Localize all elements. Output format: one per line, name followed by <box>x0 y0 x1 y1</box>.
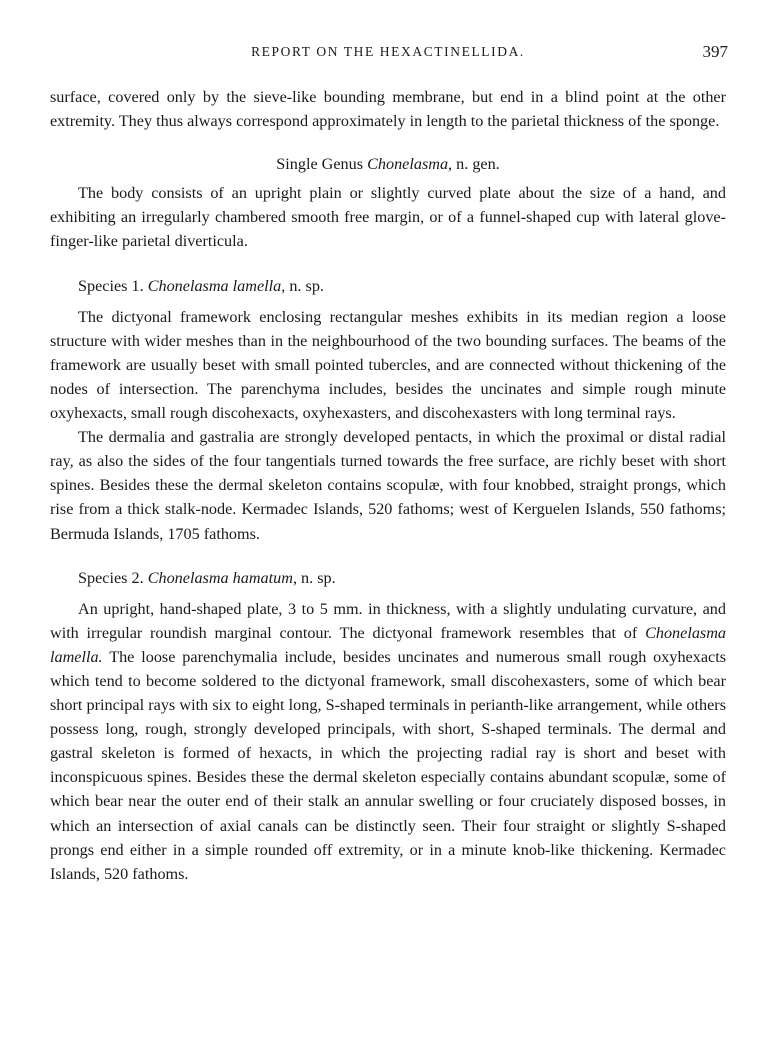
genus-heading <box>50 152 726 176</box>
species-2-prefix: Species 2. <box>78 568 148 587</box>
species-1-suffix: , n. sp. <box>281 276 324 295</box>
species-1-heading <box>50 274 726 298</box>
species-2-heading <box>50 566 726 590</box>
species-1-name: Chonelasma lamella <box>147 276 282 295</box>
species-1-paragraph-2: The dermalia and gastralia are strongly developed pentacts, in which the proximal or distal radial ray, as also the sides of the four tangentials turned towards the free surface, are richly beset with short spines. Besides these the dermal skeleton contains scopulæ, with four knobbed, straight prongs, which rise from a thick stalk-node. Kermadec Islands, 520 fathoms; west of Kerguelen Islands, 550 fathoms; Bermuda Islands, 1705 fathoms. <box>50 428 726 543</box>
species-1-paragraph-1: The dictyonal framework enclosing rectangular meshes exhibits in its median region a loose structure with wider meshes than in the neighbourhood of the two bounding surfaces. The beams of the framework are usually beset with small pointed tubercles, and are connected without thickening of the nodes of intersection. The parenchyma includes, besides the uncinates and simple rough minute oxyhexacts, small rough discohexacts, oxyhexasters, and discohexasters with long terminal rays. <box>50 307 726 423</box>
genus-heading-prefix: Single Genus <box>276 155 368 174</box>
genus-name: Chonelasma <box>367 155 449 174</box>
species-2-paragraph-rest: The loose parenchymalia include, besides uncinates and numerous small rough oxyhexacts which tend to become soldered to the dictyonal framework, small discohexasters, some of which bear short principal rays with six to eight long, S-shaped terminals in perianth-like arrangement, while others possess long, rough, strongly developed principals, with short, S-shaped terminals. The dermal and gastral skeleton is formed of hexacts, in which the projecting radial ray is short and beset with inconspicuous spines. Besides these the dermal skeleton especially contains abundant scopulæ, some of which bear near the outer end of their stalk an annular swelling or four cruciately disposed bosses, in which an intersection of axial canals can be distinctly seen. Their four straight or slightly S-shaped prongs end either in a simple rounded off extremity, or in a minute knob-like thickening. Kermadec Islands, 520 fathoms. <box>50 647 726 883</box>
running-title: REPORT ON THE HEXACTINELLIDA. <box>251 44 525 59</box>
species-1-prefix: Species 1. <box>78 276 148 295</box>
species-2-suffix: , n. sp. <box>292 568 336 587</box>
species-2-paragraph-italic: Chonelasma lamella. <box>50 623 726 666</box>
page-body <box>50 85 726 886</box>
genus-heading-suffix: , n. gen. <box>448 155 500 174</box>
intro-paragraph: surface, covered only by the sieve-like bounding membrane, but end in a blind point at the other extremity. They thus always correspond approximately in length to the parietal thickness of the sponge. <box>50 88 726 131</box>
page-number: 397 <box>702 42 728 61</box>
species-2-paragraph-start: An upright, hand-shaped plate, 3 to 5 mm. in thickness, with a slightly undulating curvature, and with irregular roundish marginal contour. The dictyonal framework resembles that of <box>50 599 726 642</box>
species-2-paragraph <box>50 597 726 886</box>
genus-description: The body consists of an upright plain or slightly curved plate about the size of a hand, and exhibiting an irregularly chambered smooth free margin, or of a funnel-shaped cup with lateral glove-finger-like parietal diverticula. <box>50 184 726 251</box>
page-header <box>48 44 728 68</box>
species-2-name: Chonelasma hamatum <box>147 568 293 587</box>
